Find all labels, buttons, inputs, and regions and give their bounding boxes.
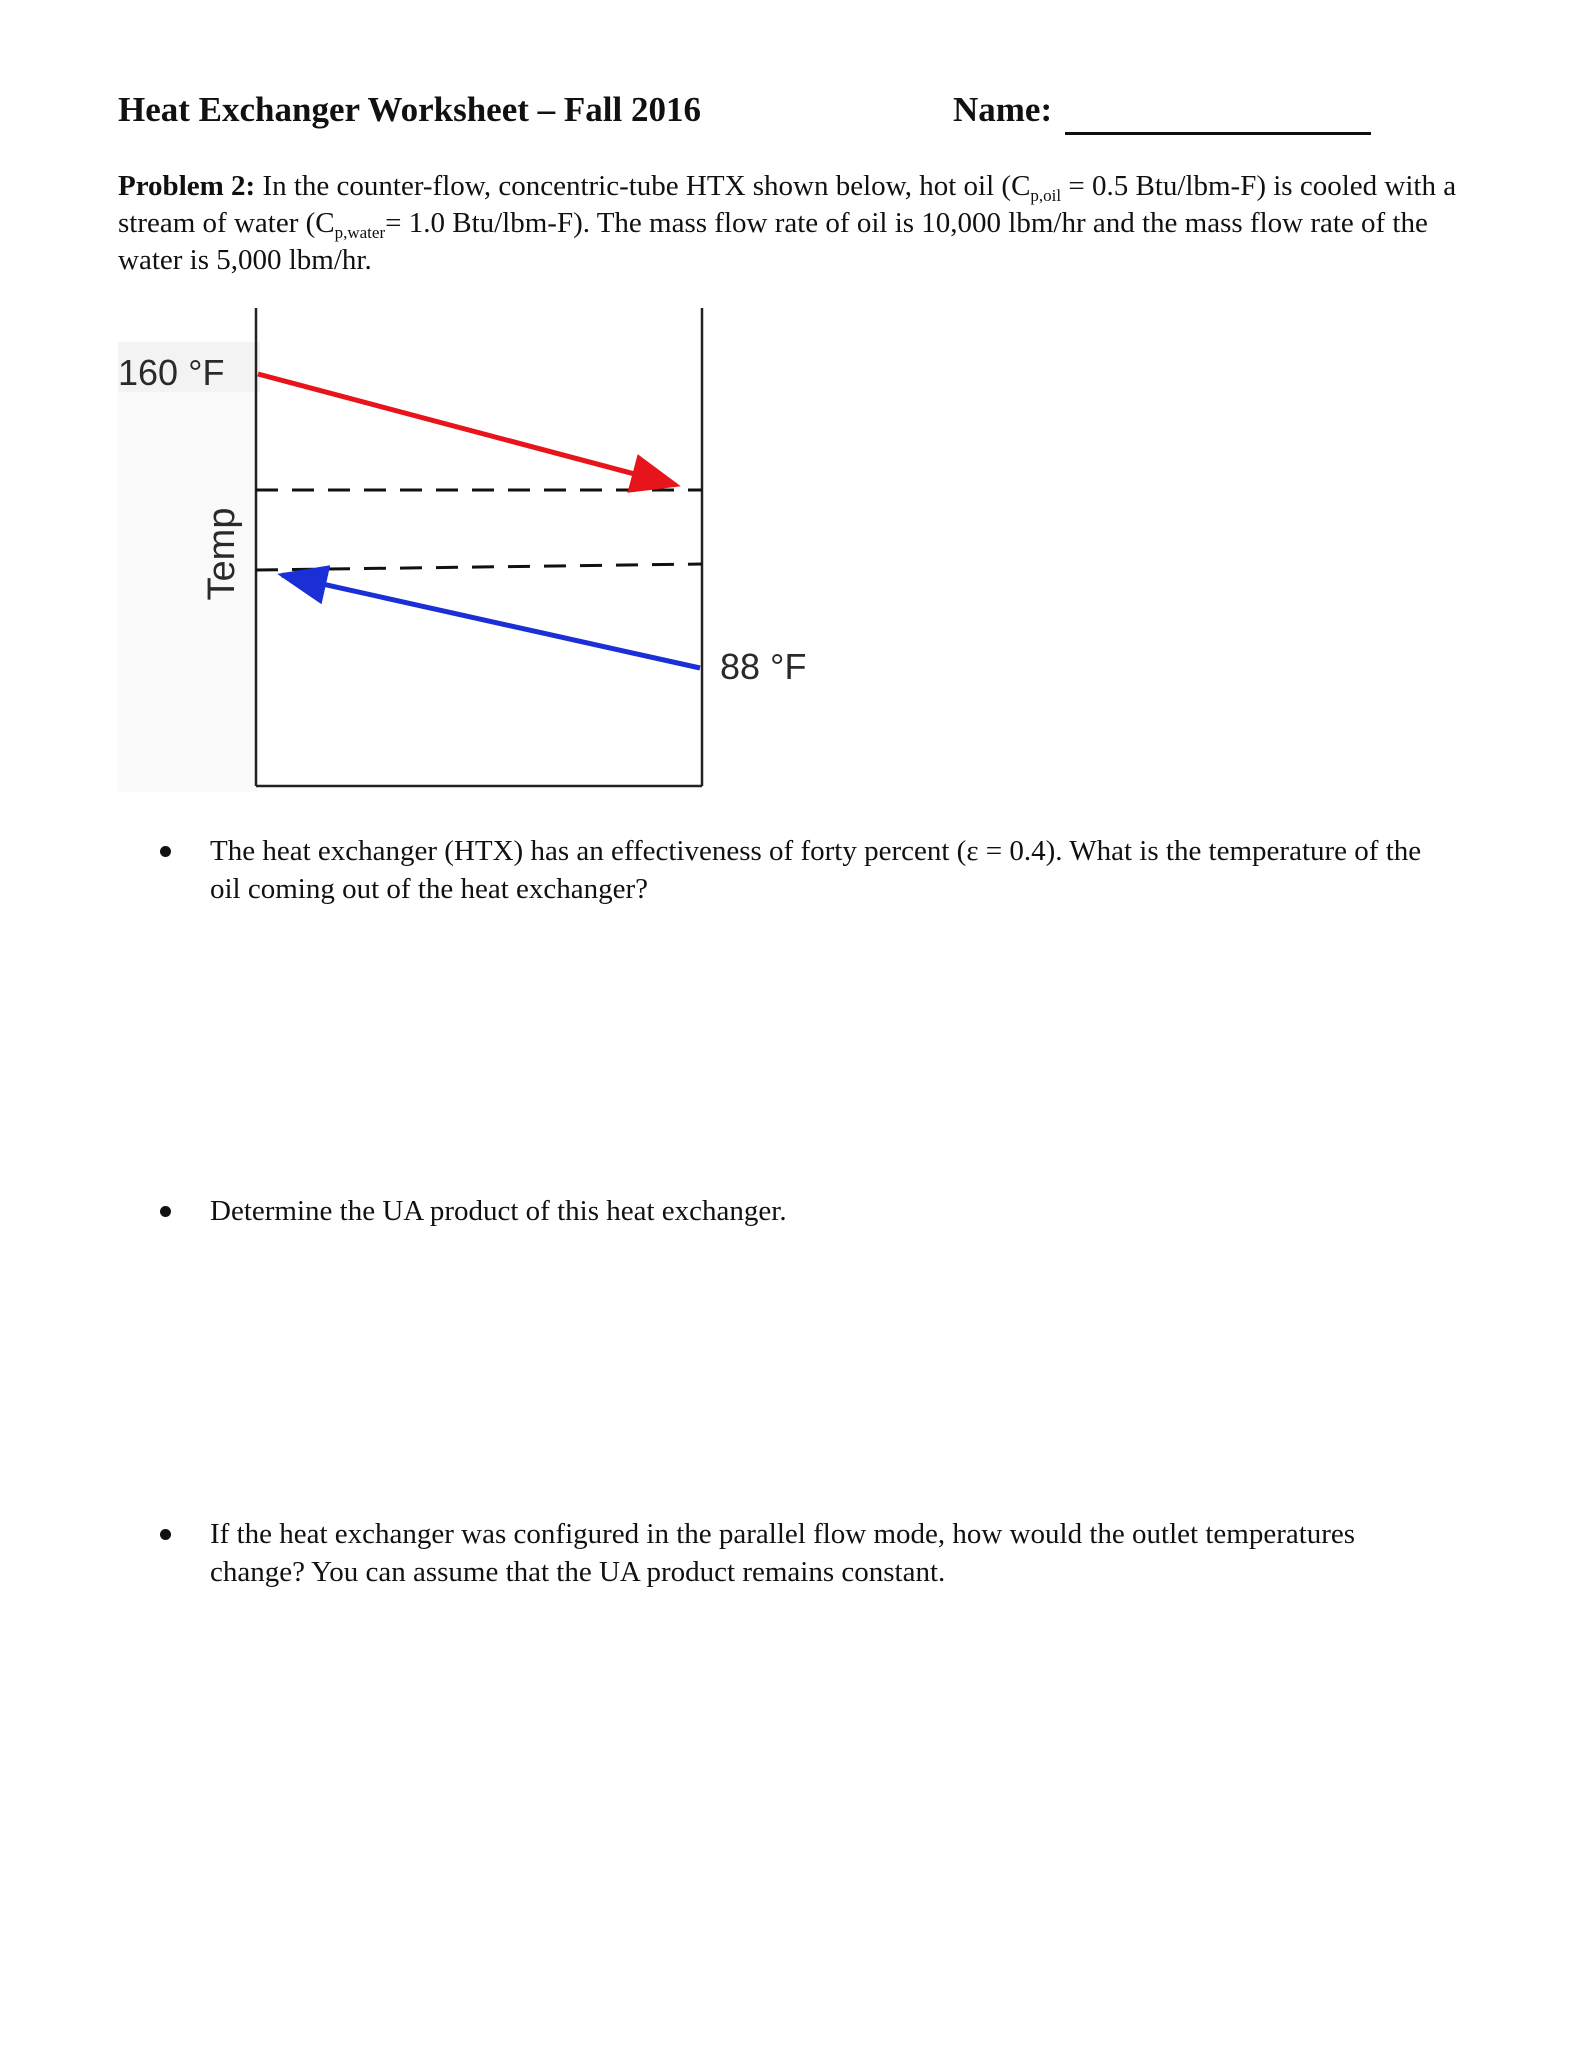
- cold-inlet-label: 88 °F: [720, 646, 807, 687]
- question-text: If the heat exchanger was configured in the parallel flow mode, how would the outlet temperatures change? You can assume that the UA product remains constant.: [210, 1518, 1356, 1588]
- cold-water-stream-arrow: [282, 575, 700, 668]
- hot-inlet-label: 160 °F: [118, 352, 225, 393]
- bullet-icon: [160, 1206, 171, 1217]
- temperature-profile-diagram: [116, 306, 836, 794]
- bullet-icon: [160, 846, 171, 857]
- question-text: The heat exchanger (HTX) has an effectiveness of forty percent (ε = 0.4). What is the temperature of the oil coming out of the heat exchanger?: [210, 835, 1422, 905]
- problem-label: Problem 2:: [118, 170, 256, 202]
- temperature-axis-label: Temp: [201, 507, 243, 601]
- problem-statement: [118, 168, 1458, 279]
- water-outlet-dashed-line: [256, 564, 702, 570]
- name-label: Name:: [953, 90, 1053, 129]
- oil-subscript: p,oil: [1030, 186, 1062, 205]
- worksheet-title: Heat Exchanger Worksheet – Fall 2016: [118, 90, 701, 129]
- hot-oil-stream-arrow: [258, 374, 676, 485]
- name-blank-line: [1065, 132, 1371, 135]
- problem-text-part2: = 0.5 Btu/lbm-F) is cooled with a stream of water (C: [118, 170, 1457, 239]
- water-subscript: p,water: [334, 223, 386, 242]
- problem-text-part3: = 1.0 Btu/lbm-F). The mass flow rate of oil is 10,000 lbm/hr and the mass flow rate of the water is 5,000 lbm/hr.: [118, 207, 1428, 276]
- bullet-icon: [160, 1529, 171, 1540]
- question-text: Determine the UA product of this heat exchanger.: [210, 1195, 787, 1227]
- diagram-svg: [116, 306, 836, 794]
- problem-text-part1: In the counter-flow, concentric-tube HTX shown below, hot oil (C: [255, 170, 1031, 202]
